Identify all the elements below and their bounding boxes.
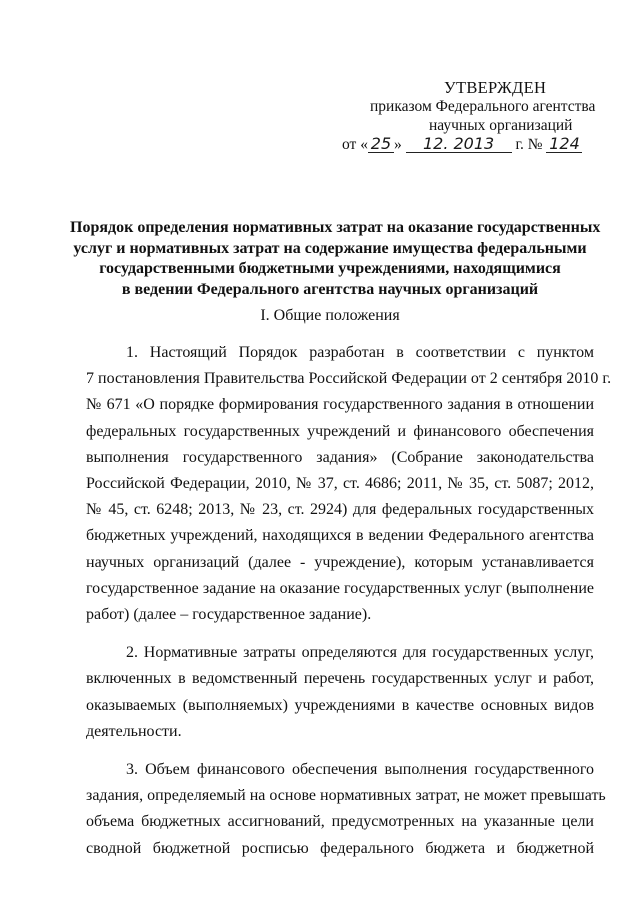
paragraph-3 xyxy=(86,757,606,862)
document-body xyxy=(86,340,612,874)
paragraph-1 xyxy=(86,340,612,628)
date-suffix: г. № xyxy=(515,136,543,153)
text-line: работ) (далее – государственное задание). xyxy=(86,606,372,624)
title-line: услуг и нормативных затрат на содержание имущества федеральными xyxy=(73,239,587,257)
date-separator: » xyxy=(393,136,402,153)
text-line: 7 постановления Правительства Российской Федерации от 2 сентября 2010 г. xyxy=(86,370,612,388)
text-line: оказываемых (выполняемых) учреждениями в качестве основных видов xyxy=(86,696,594,714)
title-line: Порядок определения нормативных затрат на оказание государственных xyxy=(70,219,601,236)
text-line: выполнения государственного задания» (Собрание законодательства xyxy=(86,448,594,466)
date-day: 25 xyxy=(368,136,394,153)
text-line: 3. Объем финансового обеспечения выполнения государственного xyxy=(126,761,594,779)
approval-stamp xyxy=(340,78,610,154)
text-line: государственное задание на оказание государственных услуг (выполнение xyxy=(86,579,594,597)
approval-title: УТВЕРЖДЕН xyxy=(444,78,547,97)
text-line: Российской Федерации, 2010, № 37, ст. 4686; 2011, № 35, ст. 5087; 2012, xyxy=(86,475,594,493)
title-line: в ведении Федерального агентства научных организаций xyxy=(121,280,539,298)
text-line: объема бюджетных ассигнований, предусмотренных на указанные цели xyxy=(86,813,594,831)
text-line: № 45, ст. 6248; 2013, № 23, ст. 2924) для федеральных государственных xyxy=(86,501,594,519)
text-line: федеральных государственных учреждений и финансового обеспечения xyxy=(86,422,594,440)
approval-date-line xyxy=(340,135,610,154)
date-prefix: от « xyxy=(342,136,368,153)
date-month-year: 12. 2013 xyxy=(406,136,512,153)
title-line: государственными бюджетными учреждениями, находящимися xyxy=(99,260,561,277)
approval-agency-line: научных организаций xyxy=(429,117,573,134)
section-heading: I. Общие положения xyxy=(260,307,400,324)
document-title xyxy=(70,218,601,300)
text-line: деятельности. xyxy=(86,722,182,740)
paragraph-2 xyxy=(86,640,594,745)
approval-order-line: приказом Федерального агентства xyxy=(370,98,596,115)
text-line: 2. Нормативные затраты определяются для государственных услуг, xyxy=(126,644,594,662)
text-line: научных организаций (далее - учреждение), которым устанавливается xyxy=(86,553,594,571)
text-line: № 671 «О порядке формирования государственного задания в отношении xyxy=(86,396,594,414)
text-line: бюджетных учреждений, находящихся в ведении Федерального агентства xyxy=(86,527,594,545)
text-line: сводной бюджетной росписью федерального бюджета и бюджетной xyxy=(86,839,594,857)
text-line: включенных в ведомственный перечень государственных услуг и работ, xyxy=(86,670,594,688)
order-number: 124 xyxy=(546,136,582,153)
text-line: 1. Настоящий Порядок разработан в соответствии с пунктом xyxy=(126,344,594,361)
text-line: задания, определяемый на основе нормативных затрат, не может превышать xyxy=(86,787,606,805)
